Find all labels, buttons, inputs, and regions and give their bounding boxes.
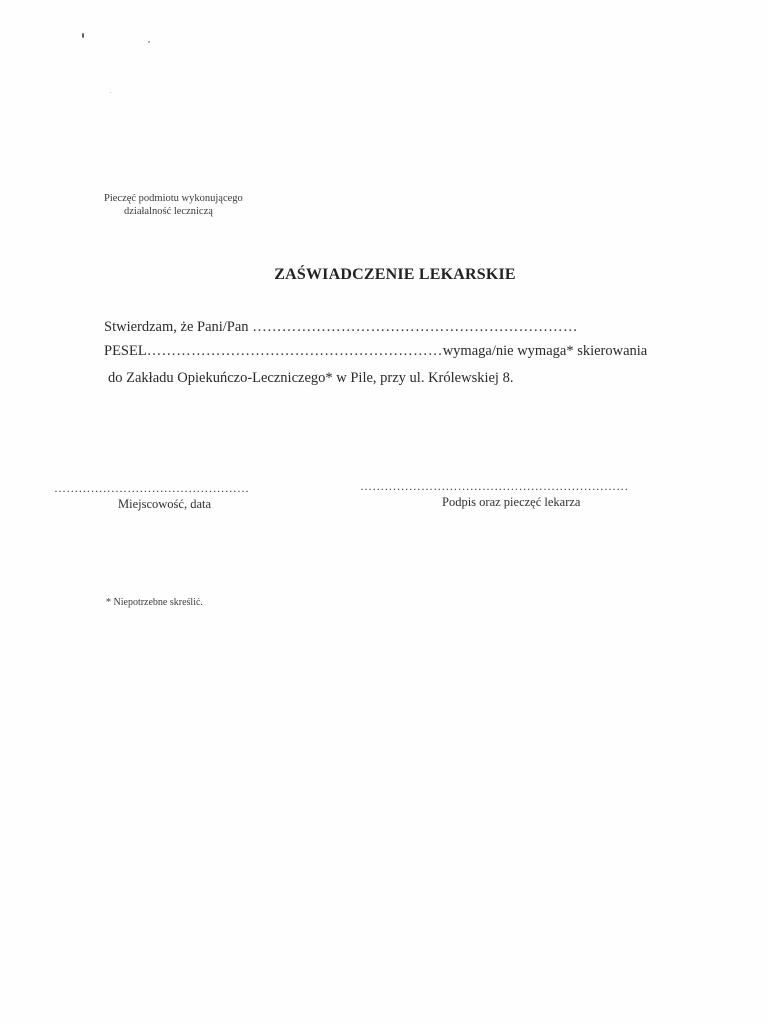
document-title xyxy=(0,266,768,284)
scan-speck xyxy=(148,41,150,43)
place-date-label: Miejscowość, data xyxy=(118,497,212,511)
scan-speck xyxy=(82,33,84,38)
body-line-facility xyxy=(108,370,513,387)
stamp-caption-line1: Pieczęć podmiotu wykonującego xyxy=(104,193,243,204)
scan-speck xyxy=(110,92,111,93)
stamp-caption xyxy=(104,192,243,218)
body-line-patient xyxy=(104,319,578,336)
document-title-text: ZAŚWIADCZENIE LEKARSKIE xyxy=(274,266,516,283)
facility-text: do Zakładu Opiekuńczo-Leczniczego* w Pile, przy ul. Królewskiej 8. xyxy=(108,370,514,386)
stamp-caption-line2: działalność leczniczą xyxy=(124,206,213,217)
patient-name-field: ………………………………………………………… xyxy=(252,319,578,335)
signature-field: ………………………………………………………… xyxy=(360,479,629,493)
patient-label: Stwierdzam, że Pani/Pan xyxy=(104,319,249,335)
place-date-field: ………………………………………… xyxy=(54,481,250,495)
footnote: * Niepotrzebne skreślić. xyxy=(106,597,203,608)
pesel-field: …………………………………………………… xyxy=(146,343,443,359)
referral-text: wymaga/nie wymaga* skierowania xyxy=(442,343,648,359)
signature-label: Podpis oraz pieczęć lekarza xyxy=(442,495,581,509)
body-line-pesel xyxy=(104,343,647,360)
pesel-label: PESEL xyxy=(104,343,147,359)
